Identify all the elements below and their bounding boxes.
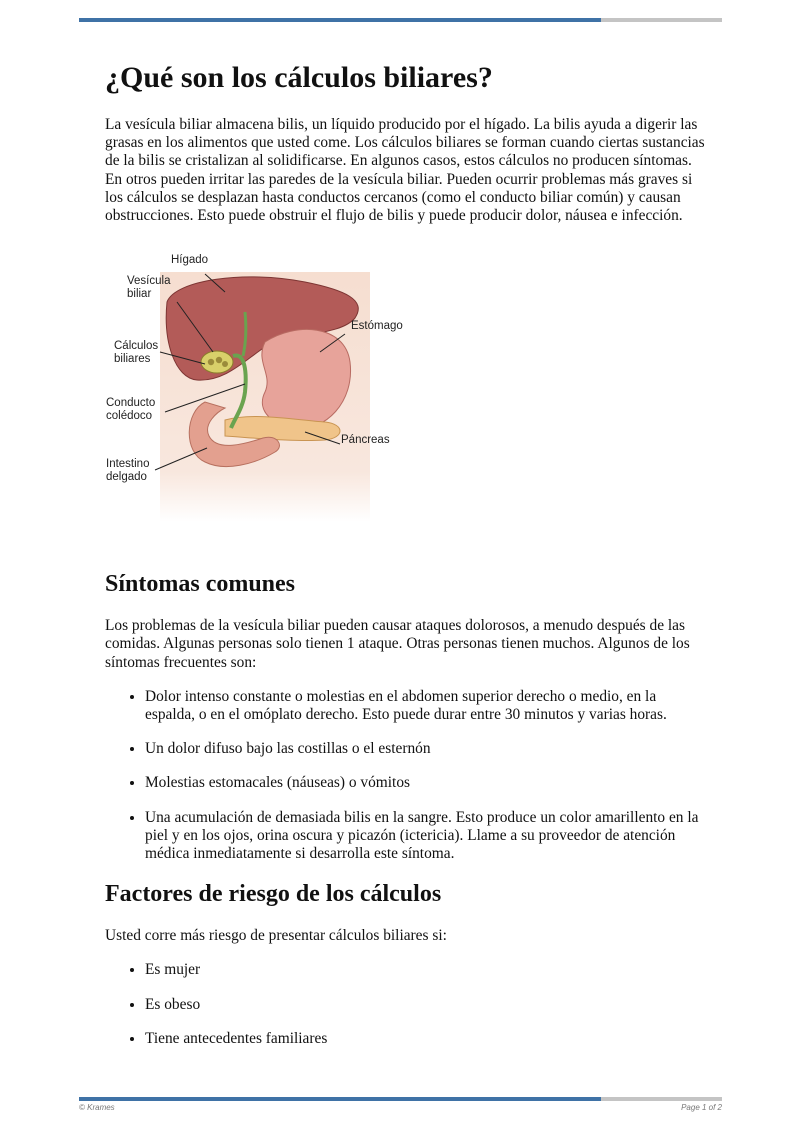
label-gallbladder-2: biliar — [127, 288, 152, 301]
label-small-intestine-1: Intestino — [106, 458, 150, 471]
list-item: • Es obeso — [145, 996, 705, 1014]
list-item: • Dolor intenso constante o molestias en el abdomen superior derecho o medio, en la espalda, o en el omóplato derecho. Esto puede durar entre 30 minutos y varias horas. — [145, 688, 705, 724]
symptoms-heading: Síntomas comunes — [105, 571, 296, 598]
header-rule — [79, 18, 722, 22]
risk-list — [105, 961, 705, 1048]
anatomy-drawing — [105, 252, 415, 532]
label-gallbladder-1: Vesícula — [127, 275, 171, 288]
label-common-duct-1: Conducto — [106, 397, 156, 410]
list-item: • Molestias estomacales (náuseas) o vómitos — [145, 774, 705, 792]
label-liver: Hígado — [171, 254, 209, 267]
list-item: • Un dolor difuso bajo las costillas o el esternón — [145, 740, 705, 758]
risk-intro: Usted corre más riesgo de presentar cálculos biliares si: — [105, 927, 447, 945]
label-small-intestine-2: delgado — [106, 471, 147, 484]
gallbladder-illustration — [105, 252, 415, 532]
risk-heading: Factores de riesgo de los cálculos — [105, 881, 442, 908]
footer-rule — [79, 1097, 722, 1101]
list-item: • Es mujer — [145, 961, 705, 979]
footer-page-number: Page 1 of 2 — [681, 1103, 722, 1112]
label-gallstones-2: biliares — [114, 353, 151, 366]
label-common-duct-2: colédoco — [106, 410, 153, 423]
document-body — [105, 52, 705, 1064]
symptoms-list — [105, 688, 705, 863]
footer-copyright: © Krames — [79, 1103, 115, 1112]
symptoms-intro: Los problemas de la vesícula biliar pueden causar ataques dolorosos, a menudo después de las comidas. Algunas personas solo tienen 1 ataque. Otras personas tienen muchos. Algunos de los síntomas frecuentes son: — [105, 617, 690, 671]
label-gallstones-1: Cálculos — [114, 340, 159, 353]
page-title: ¿Qué son los cálculos biliares? — [105, 61, 493, 94]
label-stomach: Estómago — [351, 320, 403, 333]
list-item: • Tiene antecedentes familiares — [145, 1030, 705, 1048]
intro-paragraph: La vesícula biliar almacena bilis, un líquido producido por el hígado. La bilis ayuda a digerir las grasas en los alimentos que usted come. Los cálculos biliares se forman cuando ciertas sustancias de la bilis se cristalizan al solidificarse. En algunos casos, estos cálculos no producen síntomas. En otros pueden irritar las paredes de la vesícula biliar. Pueden ocurrir problemas más graves si los cálculos se desplazan hasta conductos cercanos (como el conducto biliar común) y causan obstrucciones. Esto puede obstruir el flujo de bilis y puede producir dolor, náusea e infección. — [105, 116, 705, 225]
label-pancreas: Páncreas — [341, 434, 390, 447]
list-item: • Una acumulación de demasiada bilis en la sangre. Esto produce un color amarillento en la piel y en los ojos, orina oscura y picazón (ictericia). Llame a su proveedor de atención médica inmediatamente si desarrolla este síntoma. — [145, 809, 705, 864]
